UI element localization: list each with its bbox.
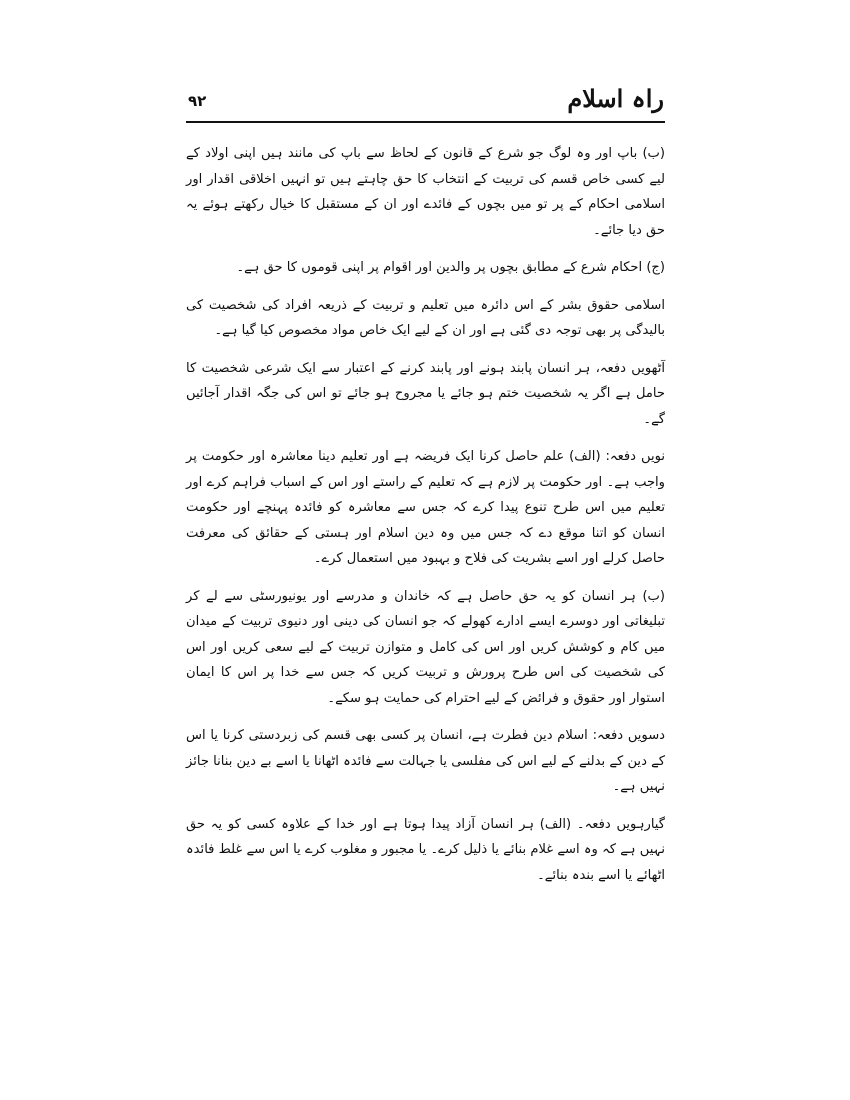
page-content — [186, 141, 665, 900]
header-rule — [186, 121, 665, 123]
paragraph-j-children-rights: (ج) احکام شرع کے مطابق بچوں پر والدین اور اقوام پر اپنی قوموں کا حق ہے۔ — [236, 260, 665, 275]
paragraph-article-nine-a: نویں دفعہ: (الف) علم حاصل کرنا ایک فریضہ ہے اور تعلیم دینا معاشرہ اور حکومت پر واجب ہے۔ اور حکومت پر لازم ہے کہ تعلیم کے راستے اور اس کے اسباب فراہم کرے اور تعلیم میں اس طرح تنوع پیدا کرے کہ جس سے معاشرہ کو فائدہ پہنچے اور حکومت انسان کو اتنا موقع دے کہ جس میں وہ دین اسلام اور ہستی کے حقائق کی معرفت حاصل کرلے اور اسے بشریت کی فلاح و بہبود میں استعمال کرے۔ — [186, 449, 665, 566]
paragraph-personality-growth: اسلامی حقوق بشر کے اس دائرہ میں تعلیم و تربیت کے ذریعہ افراد کی شخصیت کی بالیدگی پر بھی توجہ دی گئی ہے اور ان کے لیے ایک خاص مواد مخصوص کیا گیا ہے۔ — [186, 297, 665, 338]
paragraph-article-eleven-a: گیارہویں دفعہ۔ (الف) ہر انسان آزاد پیدا ہوتا ہے اور خدا کے علاوہ کسی کو یہ حق نہیں ہے کہ وہ اسے غلام بنائے یا ذلیل کرے۔ یا مجبور و مغلوب کرے یا اس سے غلط فائدہ اٹھائے یا اسے بندہ بنائے۔ — [186, 816, 665, 883]
paragraph-article-ten: دسویں دفعہ: اسلام دین فطرت ہے، انسان پر کسی بھی قسم کی زبردستی کرنا یا اس کے دین کے بدلنے کے لیے اس کی مفلسی یا جہالت سے فائدہ اٹھانا یا اسے بے دین بنانا جائز نہیں ہے۔ — [186, 728, 665, 794]
book-title: راہ اسلام — [567, 84, 664, 113]
paragraph-b-parental-rights: (ب) باپ اور وہ لوگ جو شرع کے قانون کے لحاظ سے باپ کی مانند ہیں اپنی اولاد کے لیے کسی خاص قسم کی تربیت کے انتخاب کا حق چاہتے ہیں تو انہیں اخلاقی اقدار اور اسلامی احکام کے پر تو میں بچوں کے فائدے اور ان کے مستقبل کا خیال رکھتے ہوئے یہ حق دیا جائے۔ — [186, 146, 665, 238]
paragraph-article-nine-b: (ب) ہر انسان کو یہ حق حاصل ہے کہ خاندان و مدرسے اور یونیورسٹی سے لے کر تبلیغاتی اور دوسرے ایسے ادارے کھولے کہ جو انسان کی دینی اور دنیوی تربیت کے میدان میں کام و کوشش کریں اور اس کی کامل و متوازن تربیت کے لیے سعی کریں اور اس کی شخصیت کی اس طرح پرورش و تربیت کریں کہ جس سے خدا پر اس کا ایمان استوار اور حقوق و فرائض کے لیے احترام کی حمایت ہو سکے۔ — [186, 588, 665, 706]
paragraph-article-eight: آٹھویں دفعہ، ہر انسان پابند ہونے اور پابند کرنے کے اعتبار سے ایک شرعی شخصیت کا حامل ہے اگر یہ شخصیت ختم ہو جائے یا مجروح ہو جائے تو اس کی جگہ اقدار آجائیں گے۔ — [186, 360, 665, 427]
page-header — [188, 84, 664, 118]
page-number: ٩٢ — [188, 92, 207, 110]
